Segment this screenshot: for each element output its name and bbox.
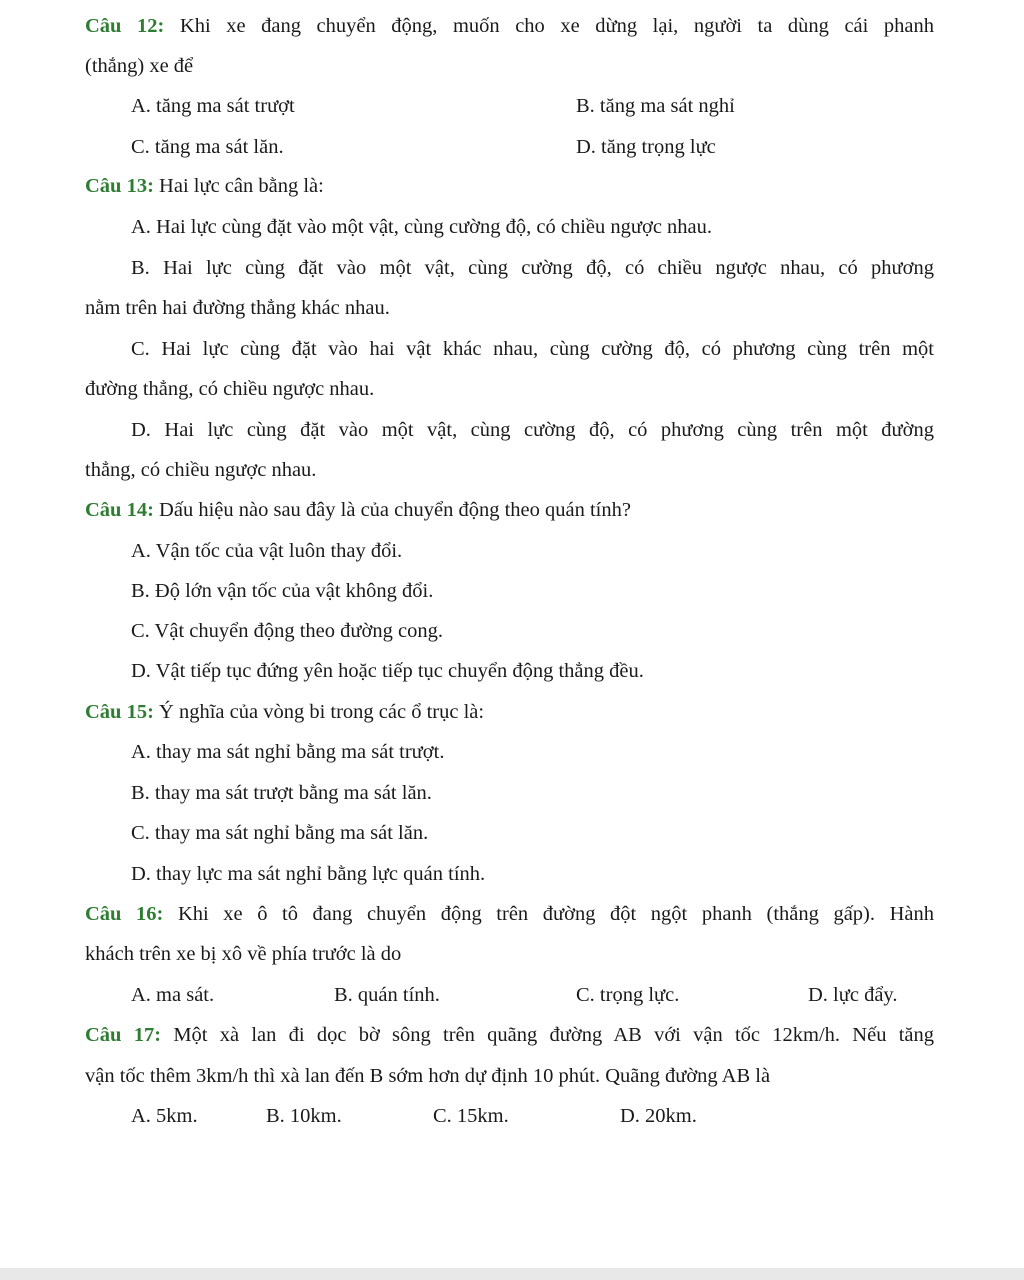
q13-label: Câu 13: [85, 175, 154, 197]
q17-text-line1: Một xà lan đi dọc bờ sông trên quãng đường AB với vận tốc 12km/h. Nếu tăng [173, 1024, 935, 1046]
q14-stem [85, 496, 631, 524]
q15-option-b: B. thay ma sát trượt bằng ma sát lăn. [131, 782, 432, 804]
q17-stem-line1 [85, 1021, 934, 1049]
q16-option-a: A. ma sát. [131, 984, 215, 1006]
q17-option-a: A. 5km. [131, 1105, 198, 1127]
q17-text-line2: vận tốc thêm 3km/h thì xà lan đến B sớm hơn dự định 10 phút. Quãng đường AB là [85, 1065, 771, 1087]
q13-option-b-line1: B. Hai lực cùng đặt vào một vật, cùng cường độ, có chiều ngược nhau, có phương [131, 257, 934, 279]
q14-text: Dấu hiệu nào sau đây là của chuyển động theo quán tính? [159, 499, 631, 521]
q13-option-a: A. Hai lực cùng đặt vào một vật, cùng cường độ, có chiều ngược nhau. [131, 216, 713, 238]
q12-stem-line1 [85, 12, 934, 40]
q13-option-d-line1: D. Hai lực cùng đặt vào một vật, cùng cường độ, có phương cùng trên một đường [131, 419, 934, 441]
q12-option-c: C. tăng ma sát lăn. [131, 136, 284, 158]
q14-option-b: B. Độ lớn vận tốc của vật không đổi. [131, 580, 434, 602]
q16-option-d: D. lực đẩy. [808, 984, 898, 1006]
q14-label: Câu 14: [85, 499, 154, 521]
q17-option-d: D. 20km. [620, 1105, 697, 1127]
q12-label: Câu 12: [85, 15, 165, 37]
q15-text: Ý nghĩa của vòng bi trong các ổ trục là: [159, 701, 485, 723]
bottom-scroll-strip [0, 1268, 1024, 1280]
q15-option-a: A. thay ma sát nghỉ bằng ma sát trượt. [131, 741, 445, 763]
q13-stem [85, 172, 324, 200]
q12-option-b: B. tăng ma sát nghỉ [576, 95, 735, 117]
q13-option-b-line2: nằm trên hai đường thẳng khác nhau. [85, 297, 390, 319]
q16-option-b: B. quán tính. [334, 984, 440, 1006]
q14-option-a: A. Vận tốc của vật luôn thay đổi. [131, 540, 403, 562]
q13-option-c-line2: đường thẳng, có chiều ngược nhau. [85, 378, 375, 400]
q14-option-c: C. Vật chuyển động theo đường cong. [131, 620, 443, 642]
q13-text: Hai lực cân bằng là: [159, 175, 324, 197]
q15-option-d: D. thay lực ma sát nghỉ bằng lực quán tính. [131, 863, 486, 885]
q12-text-line1: Khi xe đang chuyển động, muốn cho xe dừng lại, người ta dùng cái phanh [179, 15, 934, 37]
q15-stem [85, 698, 484, 726]
q15-label: Câu 15: [85, 701, 154, 723]
q16-text-line1: Khi xe ô tô đang chuyển động trên đường đột ngột phanh (thắng gấp). Hành [177, 903, 934, 925]
q14-option-d: D. Vật tiếp tục đứng yên hoặc tiếp tục chuyển động thẳng đều. [131, 660, 644, 682]
q13-option-c-line1: C. Hai lực cùng đặt vào hai vật khác nhau, cùng cường độ, có phương cùng trên một [131, 338, 934, 360]
q15-option-c: C. thay ma sát nghỉ bằng ma sát lăn. [131, 822, 429, 844]
q12-text-line2: (thắng) xe để [85, 55, 194, 77]
q17-option-c: C. 15km. [433, 1105, 509, 1127]
q12-option-a: A. tăng ma sát trượt [131, 95, 295, 117]
q17-label: Câu 17: [85, 1024, 162, 1046]
q13-option-d-line2: thẳng, có chiều ngược nhau. [85, 459, 317, 481]
q16-option-c: C. trọng lực. [576, 984, 680, 1006]
q16-stem-line1 [85, 900, 934, 928]
q12-option-d: D. tăng trọng lực [576, 136, 716, 158]
q17-option-b: B. 10km. [266, 1105, 342, 1127]
q16-label: Câu 16: [85, 903, 164, 925]
q16-text-line2: khách trên xe bị xô về phía trước là do [85, 943, 402, 965]
